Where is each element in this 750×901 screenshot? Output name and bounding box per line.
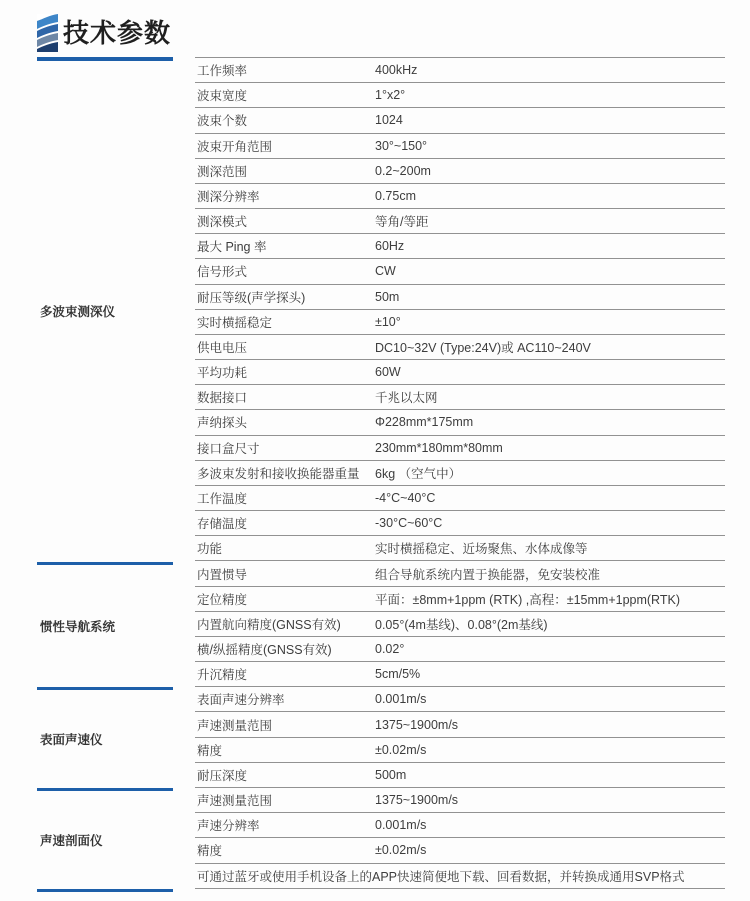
spec-value: 6kg （空气中）: [375, 466, 462, 481]
page-header: [37, 14, 171, 52]
spec-value: 5cm/5%: [375, 667, 421, 682]
spec-value: 平面：±8mm+1ppm (RTK) ,高程：±15mm+1ppm(RTK): [375, 592, 680, 607]
spec-row: [195, 612, 725, 637]
category-column: [37, 57, 173, 892]
spec-value: 60W: [375, 365, 401, 380]
spec-value: 400kHz: [375, 63, 418, 78]
spec-value: Φ228mm*175mm: [375, 415, 474, 430]
spec-row: [195, 360, 725, 385]
spec-value: CW: [375, 264, 396, 279]
spec-row: [195, 58, 725, 83]
spec-value: 组合导航系统内置于换能器，免安装校准: [375, 567, 601, 582]
spec-name: 内置惯导: [197, 567, 248, 582]
spec-value: 1375~1900m/s: [375, 717, 459, 732]
spec-value: 0.2~200m: [375, 163, 431, 178]
spec-value: ±10°: [375, 314, 401, 329]
spec-name: 实时横摇稳定: [197, 315, 273, 330]
spec-name: 声速测量范围: [197, 794, 273, 809]
spec-row: [195, 335, 725, 360]
spec-name: 波束开角范围: [197, 139, 273, 154]
spec-row: [195, 310, 725, 335]
spec-row: [195, 511, 725, 536]
spec-row: [195, 159, 725, 184]
spec-value: ±0.02m/s: [375, 843, 427, 858]
spec-value: 230mm*180mm*80mm: [375, 440, 503, 455]
category-label: 表面声速仪: [40, 733, 103, 748]
spec-row: [195, 662, 725, 687]
spec-row: [195, 637, 725, 662]
spec-name: 波束个数: [197, 114, 248, 129]
spec-name: 测深模式: [197, 215, 248, 230]
page-title: 技术参数: [63, 18, 172, 48]
spec-value: 30°~150°: [375, 138, 428, 153]
spec-table: [195, 57, 725, 889]
spec-row: [195, 788, 725, 813]
spec-name: 工作频率: [197, 64, 248, 79]
spec-row: [195, 561, 725, 586]
spec-value: 1024: [375, 113, 403, 128]
spec-name: 信号形式: [197, 265, 248, 280]
spec-value: 0.001m/s: [375, 818, 427, 833]
spec-row: [195, 536, 725, 561]
spec-value: 千兆以太网: [375, 391, 438, 406]
spec-row: [195, 763, 725, 788]
spec-value: 1375~1900m/s: [375, 793, 459, 808]
spec-row: [195, 687, 725, 712]
spec-value: -30°C~60°C: [375, 516, 443, 531]
category-cell: [37, 565, 173, 691]
spec-row: [195, 712, 725, 737]
spec-value: 50m: [375, 289, 400, 304]
spec-value: 500m: [375, 767, 407, 782]
spec-name: 功能: [197, 542, 223, 557]
spec-row: [195, 486, 725, 511]
spec-name: 精度: [197, 844, 223, 859]
spec-name: 供电电压: [197, 340, 248, 355]
category-cell: [37, 61, 173, 565]
spec-value: -4°C~40°C: [375, 491, 436, 505]
spec-name: 精度: [197, 743, 223, 758]
spec-name: 测深范围: [197, 164, 248, 179]
spec-row: [195, 838, 725, 863]
table-note-row: 可通过蓝牙或使用手机设备上的APP快速简便地下载、回看数据，并转换成通用SVP格式: [195, 864, 725, 889]
spec-value: 60Hz: [375, 239, 405, 254]
spec-row: [195, 134, 725, 159]
category-label: 惯性导航系统: [40, 620, 116, 635]
spec-name: 存储温度: [197, 517, 248, 532]
spec-row: [195, 234, 725, 259]
spec-value: 1°x2°: [375, 88, 406, 103]
spec-name: 测深分辨率: [197, 189, 260, 204]
spec-value: 实时横摇稳定、近场聚焦、水体成像等: [375, 542, 588, 557]
spec-name: 耐压深度: [197, 768, 248, 783]
spec-row: [195, 813, 725, 838]
category-cell: [37, 791, 173, 892]
category-label: 声速剖面仪: [40, 834, 103, 849]
spec-row: [195, 410, 725, 435]
spec-row: [195, 587, 725, 612]
spec-name: 平均功耗: [197, 366, 248, 381]
spec-name: 定位精度: [197, 592, 248, 607]
spec-row: [195, 209, 725, 234]
spec-row: [195, 738, 725, 763]
spec-name: 声速测量范围: [197, 718, 273, 733]
spec-row: [195, 184, 725, 209]
spec-name: 升沉精度: [197, 668, 248, 683]
spec-row: [195, 385, 725, 410]
spec-value: 0.02°: [375, 642, 405, 657]
spec-row: [195, 461, 725, 486]
spec-value: 0.001m/s: [375, 692, 427, 707]
spec-name: 数据接口: [197, 391, 248, 406]
category-label: 多波束测深仪: [40, 305, 116, 320]
spec-row: [195, 436, 725, 461]
spec-name: 波束宽度: [197, 89, 248, 104]
layered-waves-icon: [37, 14, 58, 52]
spec-row: [195, 83, 725, 108]
spec-name: 内置航向精度(GNSS有效): [197, 617, 341, 632]
spec-row: [195, 285, 725, 310]
spec-name: 横/纵摇精度(GNSS有效): [197, 643, 332, 658]
spec-name: 多波束发射和接收换能器重量: [197, 466, 360, 481]
spec-name: 表面声速分辨率: [197, 693, 285, 708]
spec-name: 声速分辨率: [197, 819, 260, 834]
spec-name: 最大 Ping 率: [197, 240, 267, 255]
category-cell: [37, 690, 173, 791]
spec-row: [195, 259, 725, 284]
spec-name: 工作温度: [197, 492, 248, 506]
spec-value: 等角/等距: [375, 215, 429, 230]
spec-value: ±0.02m/s: [375, 742, 427, 757]
spec-value: DC10~32V (Type:24V)或 AC110~240V: [375, 340, 591, 355]
spec-content: [37, 57, 725, 892]
spec-name: 耐压等级(声学探头): [197, 290, 306, 305]
spec-name: 声纳探头: [197, 416, 248, 431]
spec-name: 接口盒尺寸: [197, 441, 260, 456]
spec-value: 0.05°(4m基线)、0.08°(2m基线): [375, 617, 548, 632]
spec-value: 0.75cm: [375, 188, 416, 203]
spec-row: [195, 108, 725, 133]
